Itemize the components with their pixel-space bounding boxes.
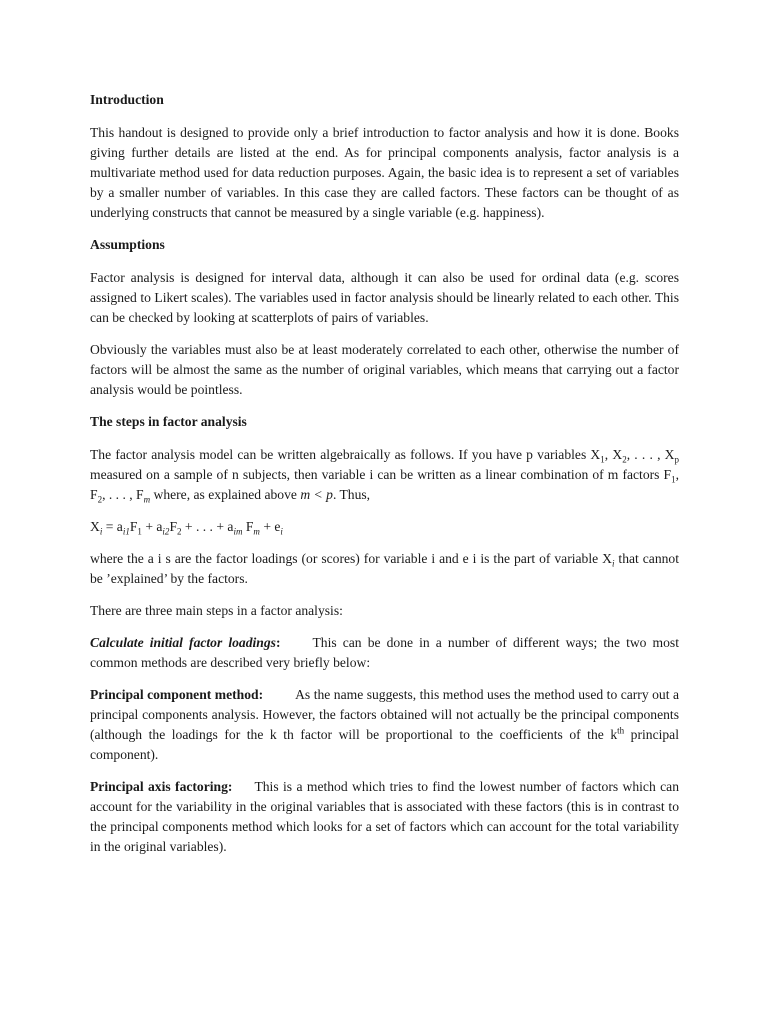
heading-steps: The steps in factor analysis — [90, 414, 247, 429]
assumptions-paragraph-2: Obviously the variables must also be at least moderately correlated to each other, otherwise the number of factors will be almost the same as the number of original variables, which means that carrying out a factor analysis would be pointless. — [90, 342, 679, 397]
paf-lead: Principal axis factoring: — [90, 779, 233, 794]
document-page — [90, 90, 679, 869]
heading-assumptions: Assumptions — [90, 237, 165, 252]
model-paragraph: The factor analysis model can be written algebraically as follows. If you have p variables $X_1$, $X_2$, . . . , $X_p$ measured on a sample of n subjects, then variable i can be written as a linear combination of m factors $F_1$, $F_2$, . . . , $F_m$ where, as explained above m < p. Thus, — [90, 447, 679, 505]
assumptions-paragraph-1: Factor analysis is designed for interval data, although it can also be used for ordinal data (e.g. scores assigned to Likert scales). The variables used in factor analysis should be linearly related to each other. This can be checked by looking at scatterplots of pairs of variables. — [90, 270, 679, 325]
three-steps-intro: There are three main steps in a factor analysis: — [90, 603, 343, 618]
intro-paragraph: This handout is designed to provide only a brief introduction to factor analysis and how it is done. Books giving further details are listed at the end. As for principal components analysis, factor analysis is a multivariate method used for data reduction purposes. Again, the basic idea is to represent a set of variables by a smaller number of variables. In this case they are called factors. These factors can be thought of as underlying constructs that cannot be measured by a single variable (e.g. happiness). — [90, 125, 679, 220]
pcm-paragraph: Principal component method: As the name suggests, this method uses the method used to carry out a principal components analysis. However, the factors obtained will not actually be the principal components (although the loadings for the k th factor will be proportional to the coefficients of the $k^{th}$ principal component). — [90, 687, 680, 762]
calc-lead: Calculate initial factor loadings — [90, 635, 276, 650]
loadings-explanation: where the a i s are the factor loadings (or scores) for variable i and e i is the part of variable $X_i$ that cannot be ’explained’ by the factors. — [90, 551, 679, 586]
calc-paragraph: Calculate initial factor loadings: This can be done in a number of different ways; the two most common methods are described very briefly below: — [90, 635, 679, 670]
pcm-lead: Principal component method: — [90, 687, 264, 702]
model-equation: $X_i = a_{i1}F_1 + a_{i2}F_2$ + . . . + $a_{im}$ $F_m + e_i$ — [90, 519, 283, 537]
paf-paragraph: Principal axis factoring: This is a method which tries to find the lowest number of factors which can account for the variability in the original variables that is associated with these factors (this is in contrast to the principal components method which looks for a set of factors which can account for the total variability in the original variables). — [90, 779, 680, 854]
heading-introduction: Introduction — [90, 92, 164, 107]
